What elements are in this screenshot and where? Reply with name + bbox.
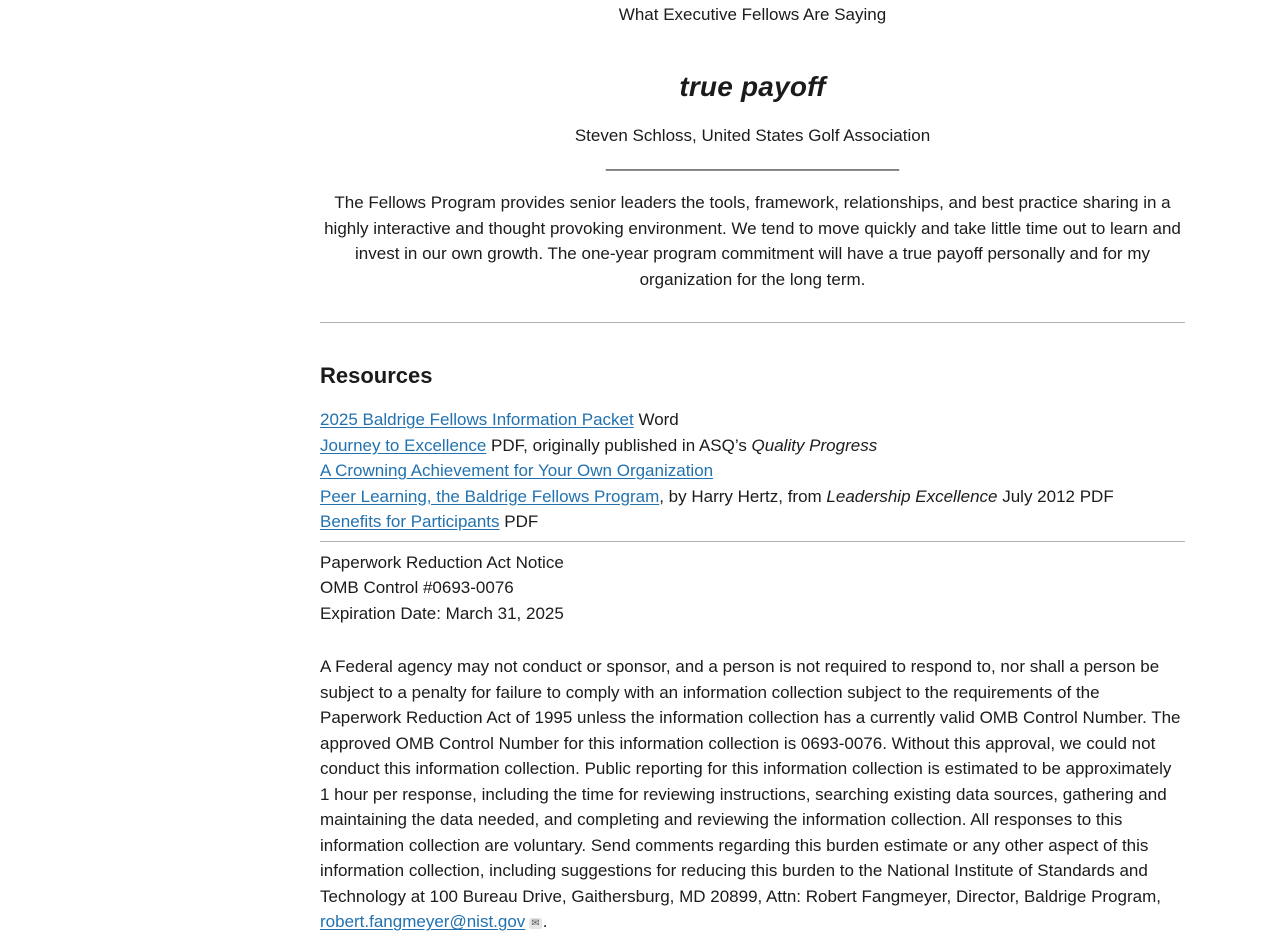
pra-text-end: .	[542, 912, 548, 932]
link-benefits-for-participants[interactable]: Benefits for Participants	[320, 512, 500, 532]
quote-attribution: Steven Schloss, United States Golf Association	[574, 126, 931, 146]
resource-list	[320, 407, 1185, 535]
section-label: What Executive Fellows Are Saying	[618, 5, 887, 24]
email-icon: ✉	[531, 918, 540, 930]
quote-separator: _______________________________	[605, 151, 900, 171]
section-divider-bottom	[320, 541, 1185, 542]
quote-title: true payoff	[679, 70, 826, 102]
email-link[interactable]: robert.fangmeyer@nist.gov	[320, 912, 526, 932]
pra-text: A Federal agency may not conduct or sponsor, and a person is not required to respond to, nor shall a person be subject to a penalty for failure to comply with an information collection subject to the requirements of the Paperwork Reduction Act of 1995 unless the information collection has a currently valid OMB Control Number. The approved OMB Control Number for this information collection is 0693-0076. Without this approval, we could not conduct this information collection. Public reporting for this information collection is estimated to be approximately 1 hour per response, including the time for reviewing instructions, searching existing data sources, gathering and maintaining the data needed, and completing and reviewing the information collection. All responses to this information collection are voluntary. Send comments regarding this burden estimate or any other aspect of this information collection, including suggestions for reducing this burden to the National Institute of Standards and Technology at 100 Bureau Drive, Gaithersburg, MD 20899, Attn: Robert Fangmeyer, Director, Baldrige Program,	[320, 657, 1181, 906]
paperwork-notice-title: Paperwork Reduction Act Notice	[320, 552, 564, 572]
link-journey-to-excellence[interactable]: Journey to Excellence	[320, 435, 487, 455]
link-a-crowning-achievement[interactable]: A Crowning Achievement for Your Own Organization	[320, 461, 714, 481]
paperwork-notice	[320, 550, 1185, 627]
resource-suffix: , by Harry Hertz, from	[659, 486, 827, 506]
resource-item-peer-learning	[320, 484, 1185, 510]
pra-paragraph	[320, 654, 1185, 935]
resource-suffix: Word	[633, 410, 679, 430]
resource-publication-title: Quality Progress	[751, 435, 878, 455]
resources-heading: Resources	[320, 363, 433, 389]
section-divider-top	[320, 322, 1185, 323]
expiration-date: Expiration Date: March 31, 2025	[320, 603, 564, 623]
resource-item-crowning-achievement	[320, 458, 1185, 484]
resource-item-information-packet	[320, 407, 1185, 433]
resource-item-journey-to-excellence	[320, 433, 1185, 459]
link-peer-learning[interactable]: Peer Learning, the Baldrige Fellows Program	[320, 486, 660, 506]
resource-suffix: PDF, originally published in ASQ’s	[486, 435, 752, 455]
link-2025-baldrige-fellows-information-packet[interactable]: 2025 Baldrige Fellows Information Packet	[320, 410, 634, 430]
quote-body: The Fellows Program provides senior leaders the tools, framework, relationships, and best practice sharing in a highly interactive and thought provoking environment. We tend to move quickly and take little time out to learn and invest in our own growth. The one-year program commitment will have a true payoff personally and for my organization for the long term.	[324, 193, 1181, 289]
resource-suffix: PDF	[499, 512, 539, 532]
resource-publication-title: Leadership Excellence	[826, 486, 998, 506]
resource-item-benefits-for-participants	[320, 509, 1185, 535]
main-content	[320, 0, 1185, 935]
omb-control-number: OMB Control #0693-0076	[320, 578, 514, 598]
resource-suffix: July 2012 PDF	[997, 486, 1114, 506]
